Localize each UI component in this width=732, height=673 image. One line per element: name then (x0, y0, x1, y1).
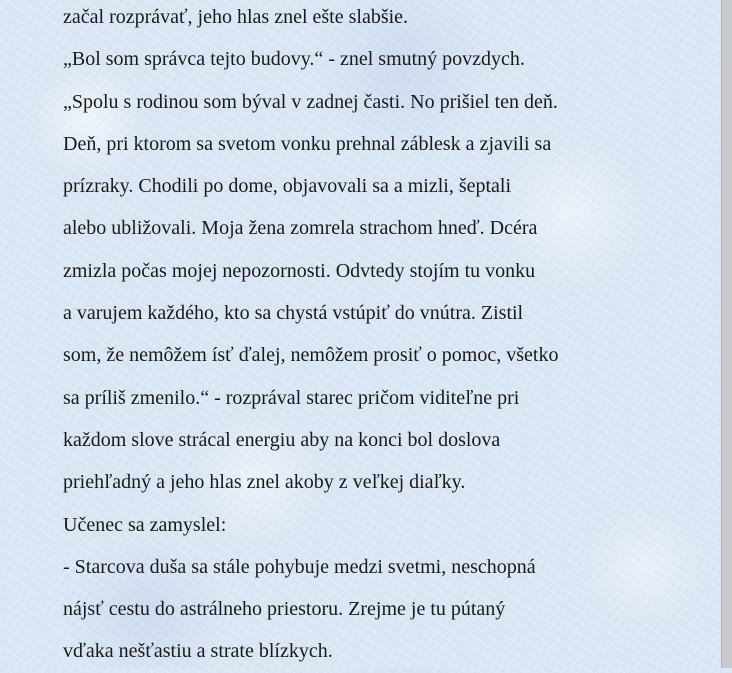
text-line: „Spolu s rodinou som býval v zadnej časti. No prišiel ten deň. (63, 90, 558, 113)
text-line: „Bol som správca tejto budovy.“ - znel smutný povzdych. (63, 48, 525, 71)
window-right-edge (721, 0, 732, 668)
text-line: Učenec sa zamyslel: (63, 513, 227, 536)
text-line: som, že nemôžem ísť ďalej, nemôžem prosiť o pomoc, všetko (63, 344, 559, 367)
text-line: priehľadný a jeho hlas znel akoby z veľkej diaľky. (63, 471, 466, 494)
text-line: prízraky. Chodili po dome, objavovali sa a mizli, šeptali (63, 175, 512, 198)
text-line: začal rozprávať, jeho hlas znel ešte slabšie. (63, 6, 409, 28)
text-line: každom slove strácal energiu aby na konci bol doslova (63, 428, 501, 451)
text-line: Deň, pri ktorom sa svetom vonku prehnal záblesk a zjavili sa (63, 132, 552, 155)
text-line: vďaka nešťastiu a strate blízkych. (63, 640, 333, 663)
text-line: alebo ubližovali. Moja žena zomrela strachom hneď. Dcéra (63, 217, 538, 240)
document-text (63, 0, 703, 673)
text-line: sa príliš zmenilo.“ - rozprával starec pričom viditeľne pri (63, 386, 520, 409)
text-line: nájsť cestu do astrálneho priestoru. Zrejme je tu pútaný (63, 598, 506, 621)
text-line: zmizla počas mojej nepozornosti. Odvtedy stojím tu vonku (63, 259, 536, 282)
text-line: - Starcova duša sa stále pohybuje medzi svetmi, neschopná (63, 555, 536, 578)
text-line: a varujem každého, kto sa chystá vstúpiť do vnútra. Zistil (63, 302, 524, 325)
